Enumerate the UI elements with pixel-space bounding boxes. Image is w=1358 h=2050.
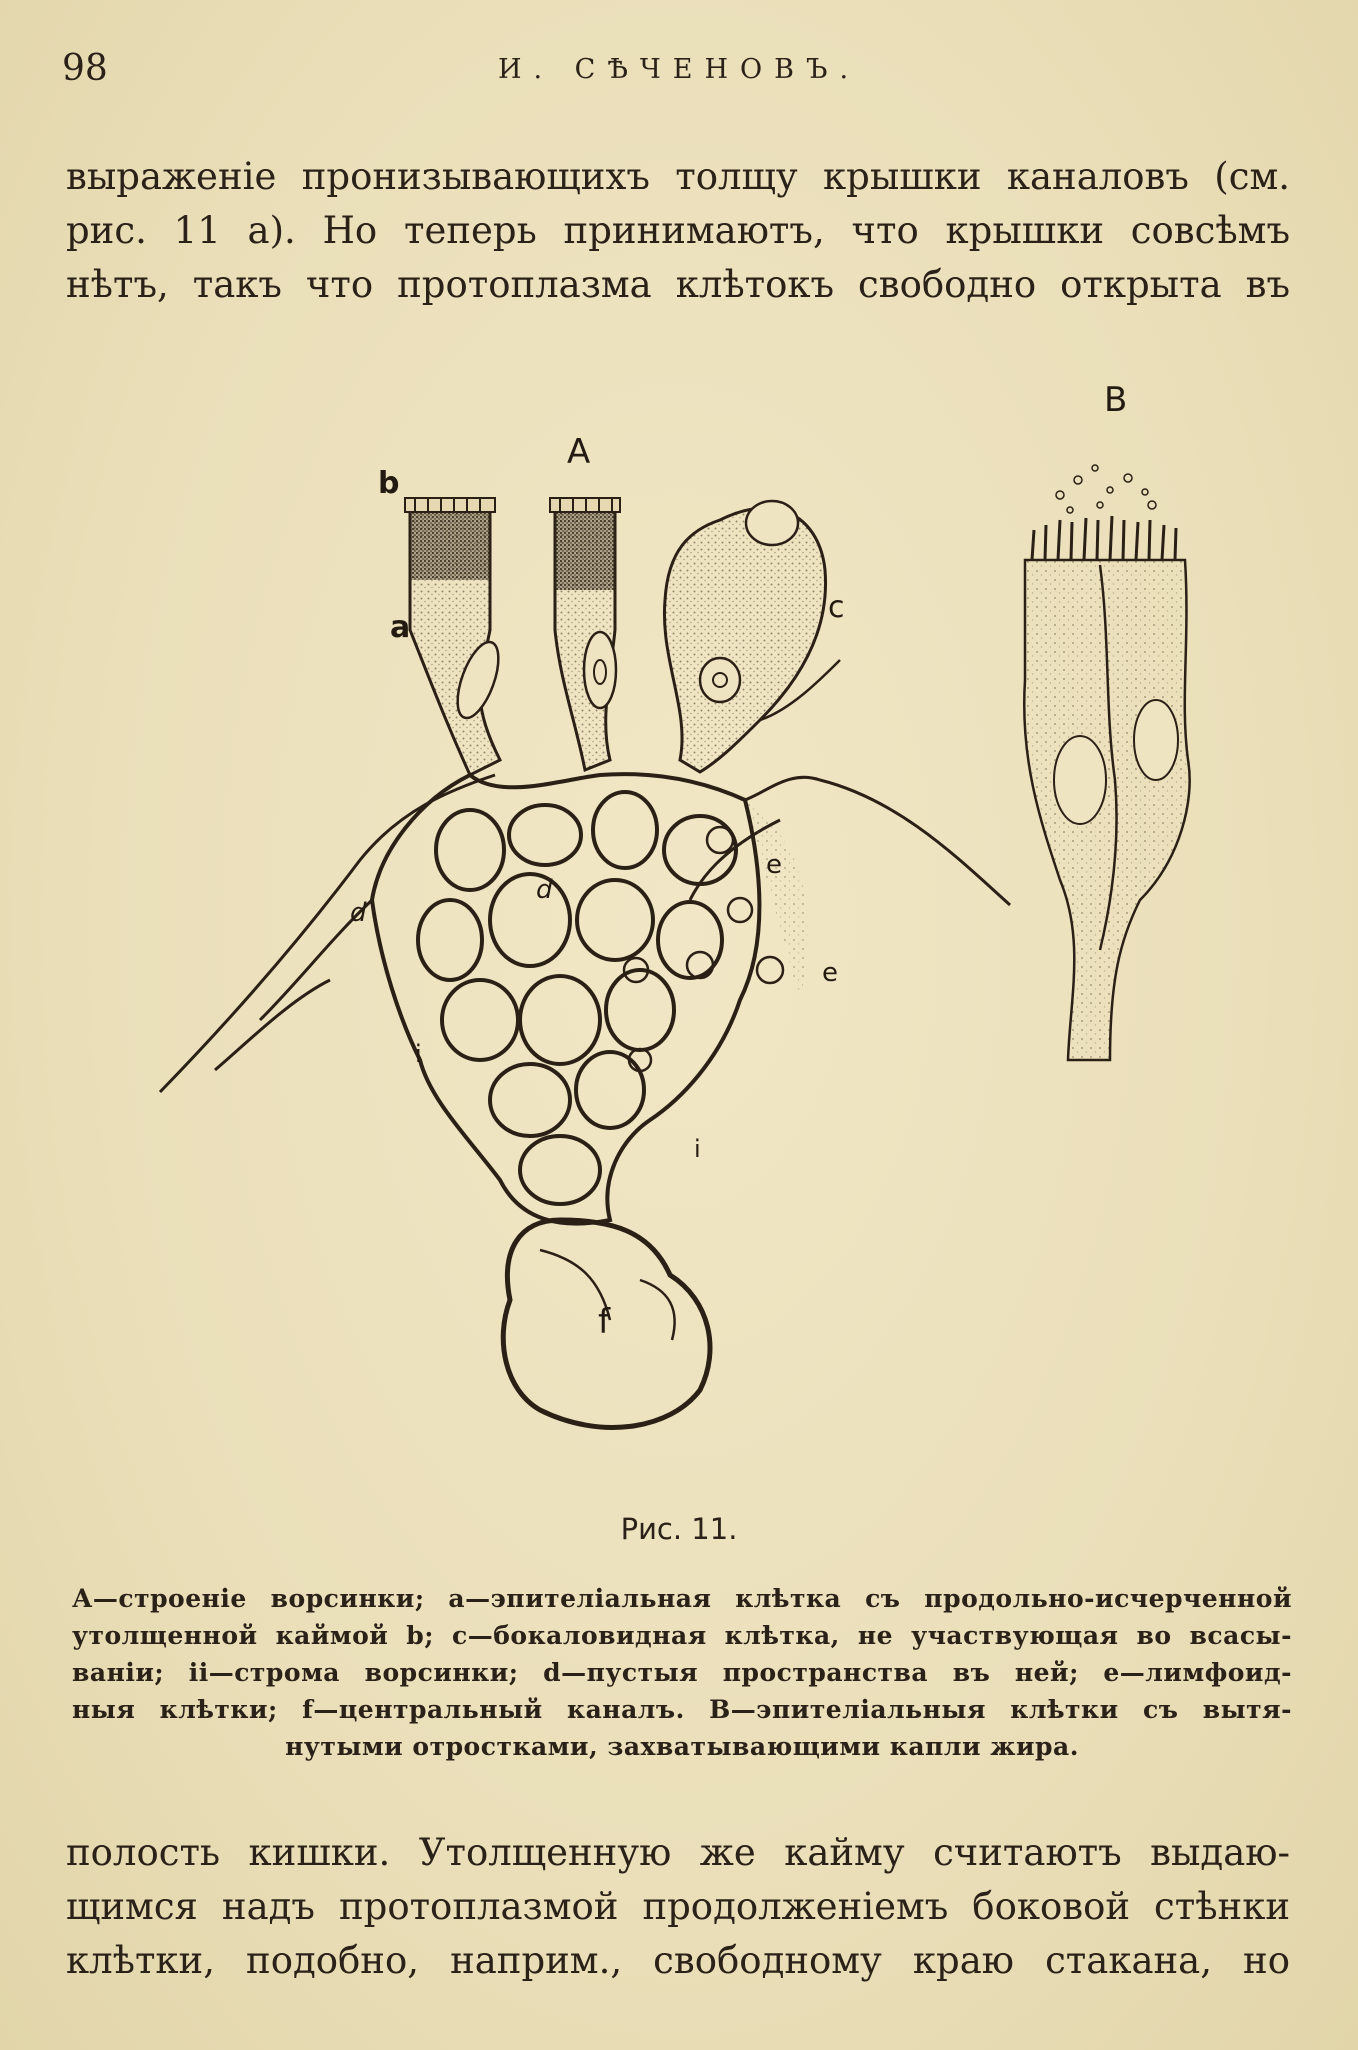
label-a: a: [390, 610, 411, 645]
label-e-upper: e: [766, 850, 782, 880]
page-header: [62, 48, 1296, 98]
label-B: B: [1104, 380, 1128, 420]
epithelial-cells: [405, 498, 620, 775]
text-line: рис. 11 а). Но теперь принимаютъ, что крышки совсѣмъ: [66, 209, 1290, 252]
label-i-right: i: [694, 1135, 701, 1163]
villus-b-cells: [1024, 465, 1189, 1060]
figure-11: [0, 380, 1358, 1500]
figure-title: Рис. 11.: [620, 1512, 738, 1546]
running-head: И. СѢЧЕНОВЪ.: [497, 54, 861, 85]
figure-caption: [72, 1580, 1292, 1765]
villus-a-stroma: [160, 775, 1010, 1092]
villus-illustration: [0, 380, 1358, 1500]
label-A: A: [567, 432, 591, 472]
text-line: клѣтки, подобно, наприм., свободному краю стакана, но: [66, 1939, 1290, 1982]
caption-line: ныя клѣтки; f—центральный каналъ. B—эпителіальныя клѣтки съ вытя-: [72, 1695, 1292, 1724]
lymphoid-cells: [624, 827, 783, 1071]
label-b: b: [378, 466, 400, 501]
label-c: c: [828, 590, 845, 625]
label-d-left: d: [350, 898, 367, 928]
bottom-paragraph: [66, 1826, 1290, 1988]
caption-line: А—строеніе ворсинки; а—эпителіальная клѣтка съ продольно-исчерченной: [72, 1584, 1292, 1613]
text-line: выраженіе пронизывающихъ толщу крышки каналовъ (см.: [66, 155, 1290, 198]
villus-stroma-network: [372, 774, 759, 1224]
goblet-cell: [664, 501, 840, 772]
caption-line: нутыми отростками, захватывающими капли жира.: [285, 1732, 1079, 1761]
text-line: полость кишки. Утолщенную же кайму считаютъ выдаю-: [66, 1831, 1290, 1874]
caption-line: ваніи; ii—строма ворсинки; d—пустыя пространства въ ней; е—лимфоид-: [72, 1658, 1292, 1687]
label-i-left: i: [415, 1040, 422, 1068]
page-number: 98: [62, 48, 108, 89]
text-line: нѣтъ, такъ что протоплазма клѣтокъ свободно открыта въ: [66, 263, 1290, 306]
top-paragraph: [66, 150, 1290, 312]
label-e-lower: e: [822, 958, 838, 988]
label-f: f: [598, 1302, 610, 1342]
caption-line: утолщенной каймой b; с—бокаловидная клѣтка, не участвующая во всасы-: [72, 1621, 1292, 1650]
label-d-inner: d: [536, 875, 553, 905]
text-line: щимся надъ протоплазмой продолженіемъ боковой стѣнки: [66, 1885, 1290, 1928]
